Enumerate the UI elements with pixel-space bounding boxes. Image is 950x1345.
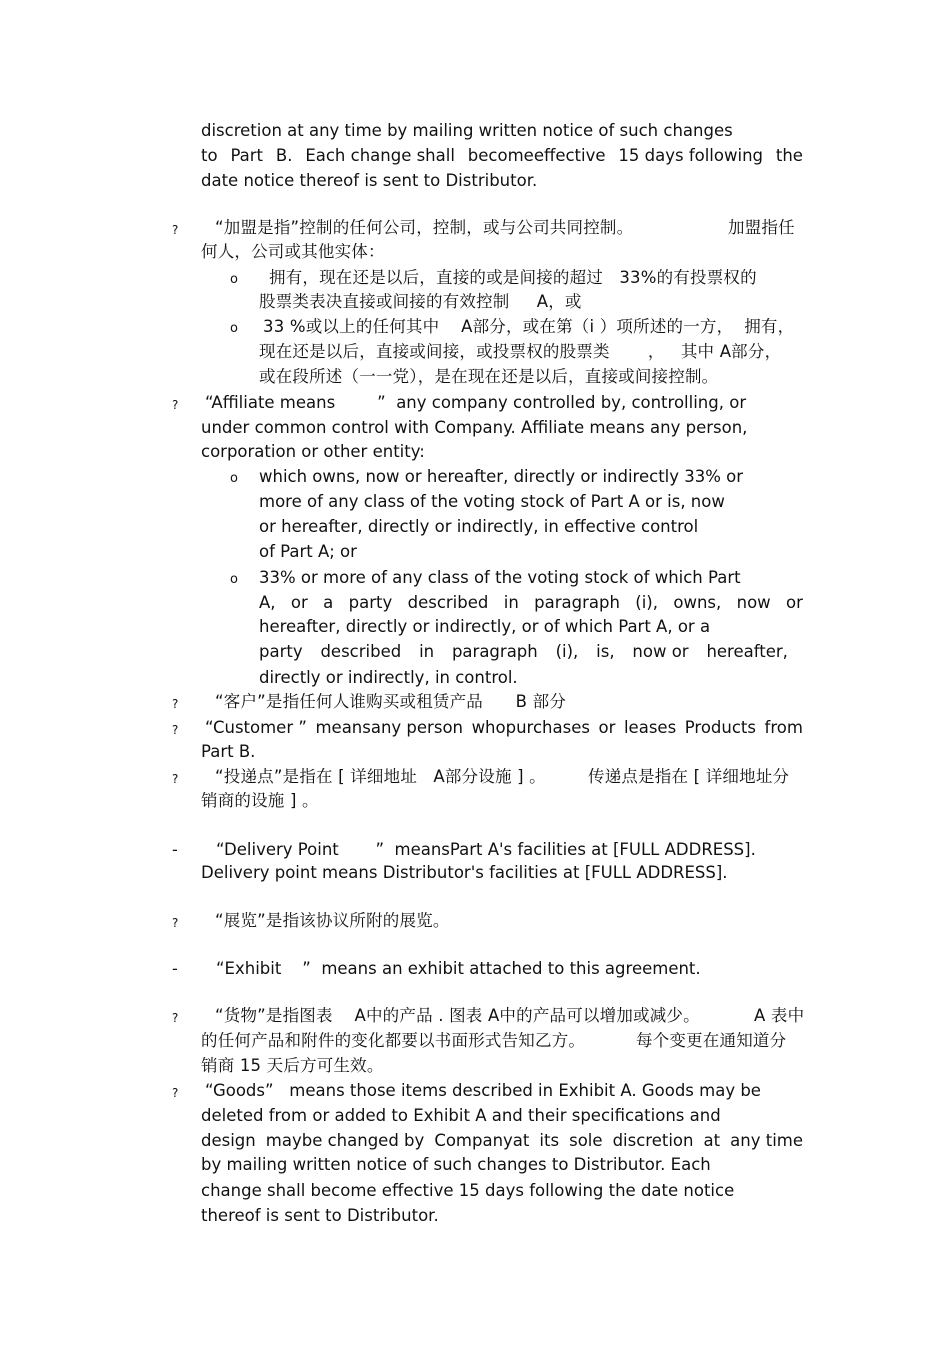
word: now or <box>632 642 689 661</box>
justified-line <box>201 146 803 166</box>
affiliate-zh-line: 加盟指任 <box>728 218 795 237</box>
affiliate-zh-sub: 或在段所述（一一党），是在现在还是以后，直接或间接控制。 <box>259 367 719 386</box>
word: becomeeffective <box>467 146 606 165</box>
affiliate-en-sub: 33% or more of any class of the voting stock of which Part <box>259 568 741 587</box>
word: or <box>290 593 308 612</box>
delivery-en-line: “Delivery Point ” meansPart A's facilities at [FULL ADDRESS]. <box>216 840 756 859</box>
word: A, <box>259 593 276 612</box>
word: is, <box>596 642 615 661</box>
affiliate-en-sub: more of any class of the voting stock of Part A or is, now <box>259 492 725 511</box>
word: maybe changed by <box>265 1131 425 1150</box>
text-line: discretion at any time by mailing written notice of such changes <box>201 121 733 140</box>
goods-zh-line: 每个变更在通知道分 <box>636 1031 787 1050</box>
affiliate-zh-sub: 现在还是以后，直接或间接，或投票权的股票类 ， 其中 A部分， <box>259 342 782 361</box>
word: Part <box>230 146 264 165</box>
word: whopurchases <box>471 718 590 737</box>
delivery-en-line: Delivery point means Distributor's facilities at [FULL ADDRESS]. <box>201 863 728 882</box>
word: its <box>539 1131 560 1150</box>
word: paragraph <box>451 642 538 661</box>
goods-zh-line: “货物”是指图表 A中的产品 . 图表 A中的产品可以增加或减少。 <box>215 1006 700 1025</box>
goods-zh-line: A 表中 <box>754 1006 805 1025</box>
word: or <box>598 718 616 737</box>
word: design <box>201 1131 256 1150</box>
bullet-marker: ? <box>172 916 179 930</box>
word: a <box>323 593 334 612</box>
word: paragraph <box>534 593 620 612</box>
customer-en-line: Part B. <box>201 742 256 761</box>
sub-bullet-marker: o <box>230 471 238 486</box>
word: described <box>320 642 402 661</box>
affiliate-en-sub: or hereafter, directly or indirectly, in effective control <box>259 517 699 536</box>
word: in <box>419 642 435 661</box>
affiliate-zh-sub: 股票类表决直接或间接的有效控制 A，或 <box>259 292 582 311</box>
goods-en-line: thereof is sent to Distributor. <box>201 1206 439 1225</box>
bullet-marker: ? <box>172 1086 179 1100</box>
word: at <box>703 1131 721 1150</box>
dash-marker: - <box>172 959 178 978</box>
word: B. <box>275 146 293 165</box>
goods-en-line: deleted from or added to Exhibit A and their specifications and <box>201 1106 721 1125</box>
bullet-marker: ? <box>172 697 179 711</box>
customer-zh-line: “客户”是指任何人谁购买或租赁产品 B 部分 <box>215 692 567 711</box>
exhibit-en-line: “Exhibit ” means an exhibit attached to this agreement. <box>216 959 701 978</box>
dash-marker: - <box>172 840 178 859</box>
goods-en-line: by mailing written notice of such changes to Distributor. Each <box>201 1155 711 1174</box>
justified-line <box>201 1131 803 1151</box>
word: discretion <box>612 1131 694 1150</box>
goods-en-line: “Goods” means those items described in Exhibit A. Goods may be <box>205 1081 761 1100</box>
bullet-marker: ? <box>172 772 179 786</box>
text-line: date notice thereof is sent to Distributor. <box>201 171 538 190</box>
affiliate-en-line: “Affiliate means ” any company controlled by, controlling, or <box>205 393 747 412</box>
word: party <box>259 642 303 661</box>
word: owns, <box>673 593 722 612</box>
word: party <box>348 593 393 612</box>
word: Products <box>684 718 756 737</box>
word: meansany person <box>315 718 463 737</box>
word: sole <box>569 1131 603 1150</box>
goods-zh-line: 销商 15 天后方可生效。 <box>201 1056 384 1075</box>
affiliate-en-sub: directly or indirectly, in control. <box>259 668 518 687</box>
word: Companyat <box>434 1131 530 1150</box>
justified-line <box>205 718 803 738</box>
word: any time <box>730 1131 803 1150</box>
bullet-marker: ? <box>172 398 179 412</box>
delivery-zh-line: “投递点”是指在 [ 详细地址 A部分设施 ] 。 <box>215 767 546 786</box>
affiliate-en-sub: which owns, now or hereafter, directly or indirectly 33% or <box>259 467 744 486</box>
sub-bullet-marker: o <box>230 321 238 336</box>
word: “Customer ” <box>205 718 307 737</box>
affiliate-en-sub: of Part A; or <box>259 542 357 561</box>
affiliate-zh-line: 何人，公司或其他实体： <box>201 242 385 261</box>
affiliate-en-line: corporation or other entity: <box>201 442 425 461</box>
word: now <box>736 593 771 612</box>
delivery-zh-line: 销商的设施 ] 。 <box>201 791 319 810</box>
word: hereafter, <box>706 642 788 661</box>
affiliate-en-line: under common control with Company. Affiliate means any person, <box>201 418 748 437</box>
word: (i), <box>555 642 579 661</box>
affiliate-zh-line: “加盟是指”控制的任何公司，控制，或与公司共同控制。 <box>215 218 634 237</box>
justified-line <box>259 642 788 662</box>
word: or <box>786 593 803 612</box>
goods-en-line: change shall become effective 15 days following the date notice <box>201 1181 735 1200</box>
word: Each change shall <box>305 146 455 165</box>
affiliate-zh-sub: 33 %或以上的任何其中 A部分，或在第（i ）项所述的一方， 拥有， <box>263 317 795 336</box>
word: to <box>201 146 218 165</box>
word: the <box>775 146 803 165</box>
word: (i), <box>635 593 658 612</box>
sub-bullet-marker: o <box>230 572 238 587</box>
exhibit-zh-line: “展览”是指该协议所附的展览。 <box>215 911 450 930</box>
sub-bullet-marker: o <box>230 272 238 287</box>
justified-line <box>259 593 803 613</box>
delivery-zh-line: 传递点是指在 [ 详细地址分 <box>588 767 790 786</box>
goods-zh-line: 的任何产品和附件的变化都要以书面形式告知乙方。 <box>201 1031 586 1050</box>
affiliate-en-sub: hereafter, directly or indirectly, or of which Part A, or a <box>259 617 711 636</box>
word: leases <box>623 718 677 737</box>
word: described <box>407 593 489 612</box>
word: 15 days following <box>618 146 763 165</box>
affiliate-zh-sub: 拥有，现在还是以后，直接的或是间接的超过 33%的有投票权的 <box>269 268 757 287</box>
bullet-marker: ? <box>172 723 179 737</box>
bullet-marker: ? <box>172 223 179 237</box>
bullet-marker: ? <box>172 1011 179 1025</box>
word: in <box>503 593 519 612</box>
word: from <box>764 718 803 737</box>
